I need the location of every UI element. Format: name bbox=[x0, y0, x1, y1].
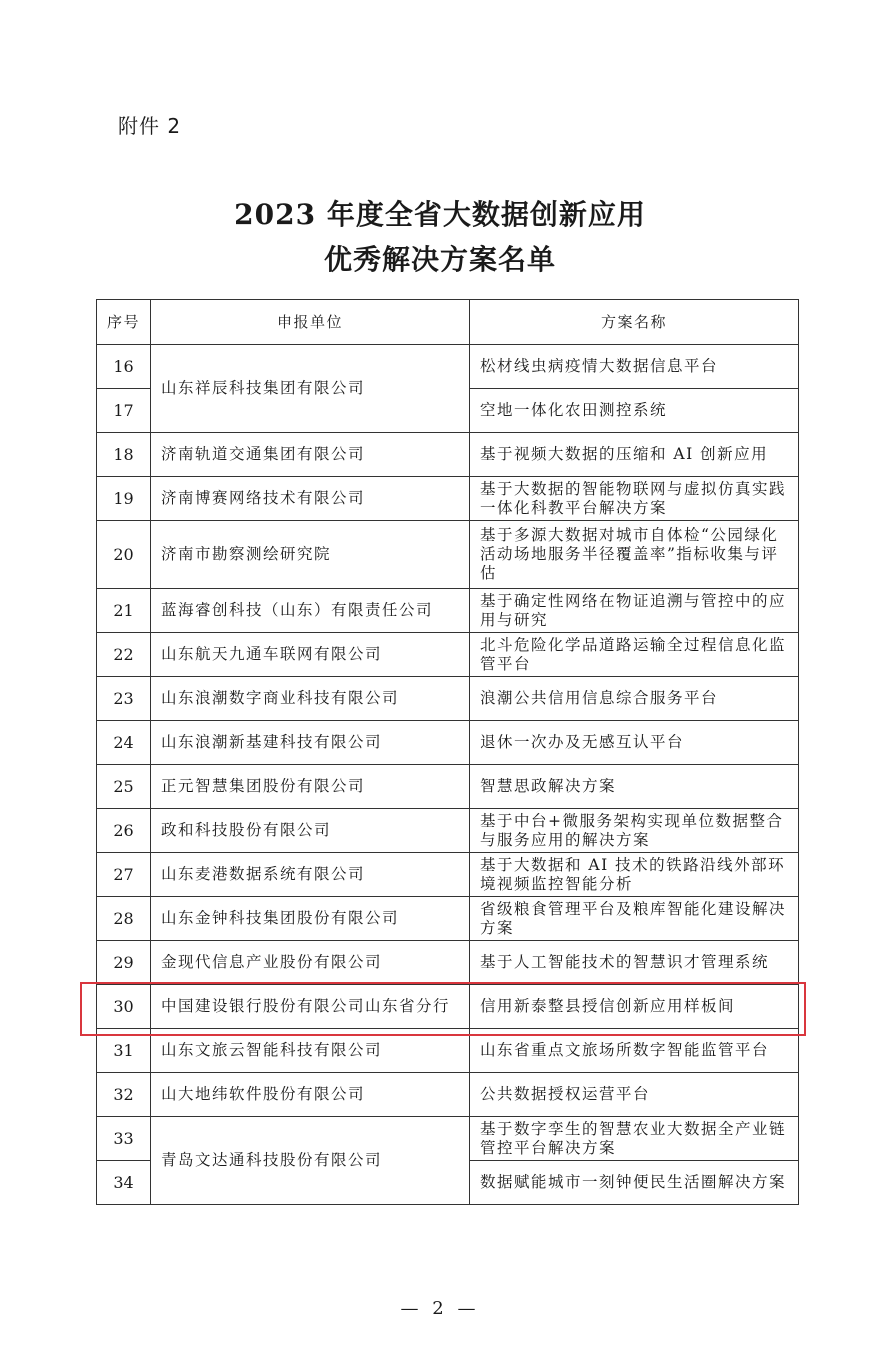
row-plan: 空地一体化农田测控系统 bbox=[470, 389, 799, 433]
table-header-row bbox=[97, 300, 799, 345]
row-plan: 退休一次办及无感互认平台 bbox=[470, 721, 799, 765]
row-number: 20 bbox=[97, 521, 151, 589]
page-number: — 2 — bbox=[400, 1298, 480, 1319]
row-number: 21 bbox=[97, 589, 151, 633]
table-row bbox=[97, 345, 799, 389]
row-unit: 济南轨道交通集团有限公司 bbox=[151, 433, 470, 477]
row-plan: 基于确定性网络在物证追溯与管控中的应用与研究 bbox=[470, 589, 799, 633]
table-row bbox=[97, 477, 799, 521]
row-plan: 省级粮食管理平台及粮库智能化建设解决方案 bbox=[470, 897, 799, 941]
row-plan: 基于大数据的智能物联网与虚拟仿真实践一体化科教平台解决方案 bbox=[470, 477, 799, 521]
document-title-line1: 2023 年度全省大数据创新应用 bbox=[234, 198, 646, 231]
table-row bbox=[97, 633, 799, 677]
row-plan: 公共数据授权运营平台 bbox=[470, 1073, 799, 1117]
row-number: 18 bbox=[97, 433, 151, 477]
row-plan: 基于视频大数据的压缩和 AI 创新应用 bbox=[470, 433, 799, 477]
row-unit: 青岛文达通科技股份有限公司 bbox=[151, 1117, 470, 1205]
row-number: 19 bbox=[97, 477, 151, 521]
row-unit: 山东浪潮新基建科技有限公司 bbox=[151, 721, 470, 765]
row-number: 23 bbox=[97, 677, 151, 721]
column-header-unit: 申报单位 bbox=[151, 300, 470, 345]
row-number: 25 bbox=[97, 765, 151, 809]
row-number: 24 bbox=[97, 721, 151, 765]
table-row bbox=[97, 1117, 799, 1161]
column-header-plan: 方案名称 bbox=[470, 300, 799, 345]
table-row bbox=[97, 1073, 799, 1117]
row-plan: 智慧思政解决方案 bbox=[470, 765, 799, 809]
row-unit: 中国建设银行股份有限公司山东省分行 bbox=[151, 985, 470, 1029]
attachment-label: 附件 2 bbox=[118, 114, 182, 138]
table-row bbox=[97, 853, 799, 897]
row-unit: 正元智慧集团股份有限公司 bbox=[151, 765, 470, 809]
row-number: 27 bbox=[97, 853, 151, 897]
table-row bbox=[97, 941, 799, 985]
row-unit: 山东麦港数据系统有限公司 bbox=[151, 853, 470, 897]
column-header-number: 序号 bbox=[97, 300, 151, 345]
row-unit: 济南市勘察测绘研究院 bbox=[151, 521, 470, 589]
row-plan: 基于人工智能技术的智慧识才管理系统 bbox=[470, 941, 799, 985]
row-plan: 数据赋能城市一刻钟便民生活圈解决方案 bbox=[470, 1161, 799, 1205]
document-title-line2: 优秀解决方案名单 bbox=[323, 243, 556, 276]
row-number: 17 bbox=[97, 389, 151, 433]
row-number: 26 bbox=[97, 809, 151, 853]
table-row bbox=[97, 677, 799, 721]
row-plan: 基于中台+微服务架构实现单位数据整合与服务应用的解决方案 bbox=[470, 809, 799, 853]
highlight-box bbox=[80, 982, 806, 1036]
row-plan: 基于多源大数据对城市自体检“公园绿化活动场地服务半径覆盖率”指标收集与评估 bbox=[470, 521, 799, 589]
row-unit: 山东航天九通车联网有限公司 bbox=[151, 633, 470, 677]
row-plan: 基于大数据和 AI 技术的铁路沿线外部环境视频监控智能分析 bbox=[470, 853, 799, 897]
row-number: 28 bbox=[97, 897, 151, 941]
row-unit: 蓝海睿创科技（山东）有限责任公司 bbox=[151, 589, 470, 633]
row-unit: 山大地纬软件股份有限公司 bbox=[151, 1073, 470, 1117]
table-row bbox=[97, 765, 799, 809]
row-unit: 山东祥辰科技集团有限公司 bbox=[151, 345, 470, 433]
row-plan: 信用新泰整县授信创新应用样板间 bbox=[470, 985, 799, 1029]
row-plan: 基于数字孪生的智慧农业大数据全产业链管控平台解决方案 bbox=[470, 1117, 799, 1161]
row-unit: 金现代信息产业股份有限公司 bbox=[151, 941, 470, 985]
row-number: 22 bbox=[97, 633, 151, 677]
row-number: 33 bbox=[97, 1117, 151, 1161]
row-unit: 山东文旅云智能科技有限公司 bbox=[151, 1029, 470, 1073]
row-unit: 山东浪潮数字商业科技有限公司 bbox=[151, 677, 470, 721]
row-number: 31 bbox=[97, 1029, 151, 1073]
table-row bbox=[97, 521, 799, 589]
row-number: 16 bbox=[97, 345, 151, 389]
row-unit: 政和科技股份有限公司 bbox=[151, 809, 470, 853]
row-unit: 山东金钟科技集团股份有限公司 bbox=[151, 897, 470, 941]
row-plan: 松材线虫病疫情大数据信息平台 bbox=[470, 345, 799, 389]
table-row bbox=[97, 721, 799, 765]
table-row bbox=[97, 809, 799, 853]
row-plan: 北斗危险化学品道路运输全过程信息化监管平台 bbox=[470, 633, 799, 677]
row-number: 34 bbox=[97, 1161, 151, 1205]
table-row bbox=[97, 897, 799, 941]
row-number: 32 bbox=[97, 1073, 151, 1117]
row-number: 30 bbox=[97, 985, 151, 1029]
row-unit: 济南博赛网络技术有限公司 bbox=[151, 477, 470, 521]
row-plan: 浪潮公共信用信息综合服务平台 bbox=[470, 677, 799, 721]
row-number: 29 bbox=[97, 941, 151, 985]
row-plan: 山东省重点文旅场所数字智能监管平台 bbox=[470, 1029, 799, 1073]
solutions-table bbox=[96, 299, 799, 1205]
table-row bbox=[97, 589, 799, 633]
table-row bbox=[97, 433, 799, 477]
